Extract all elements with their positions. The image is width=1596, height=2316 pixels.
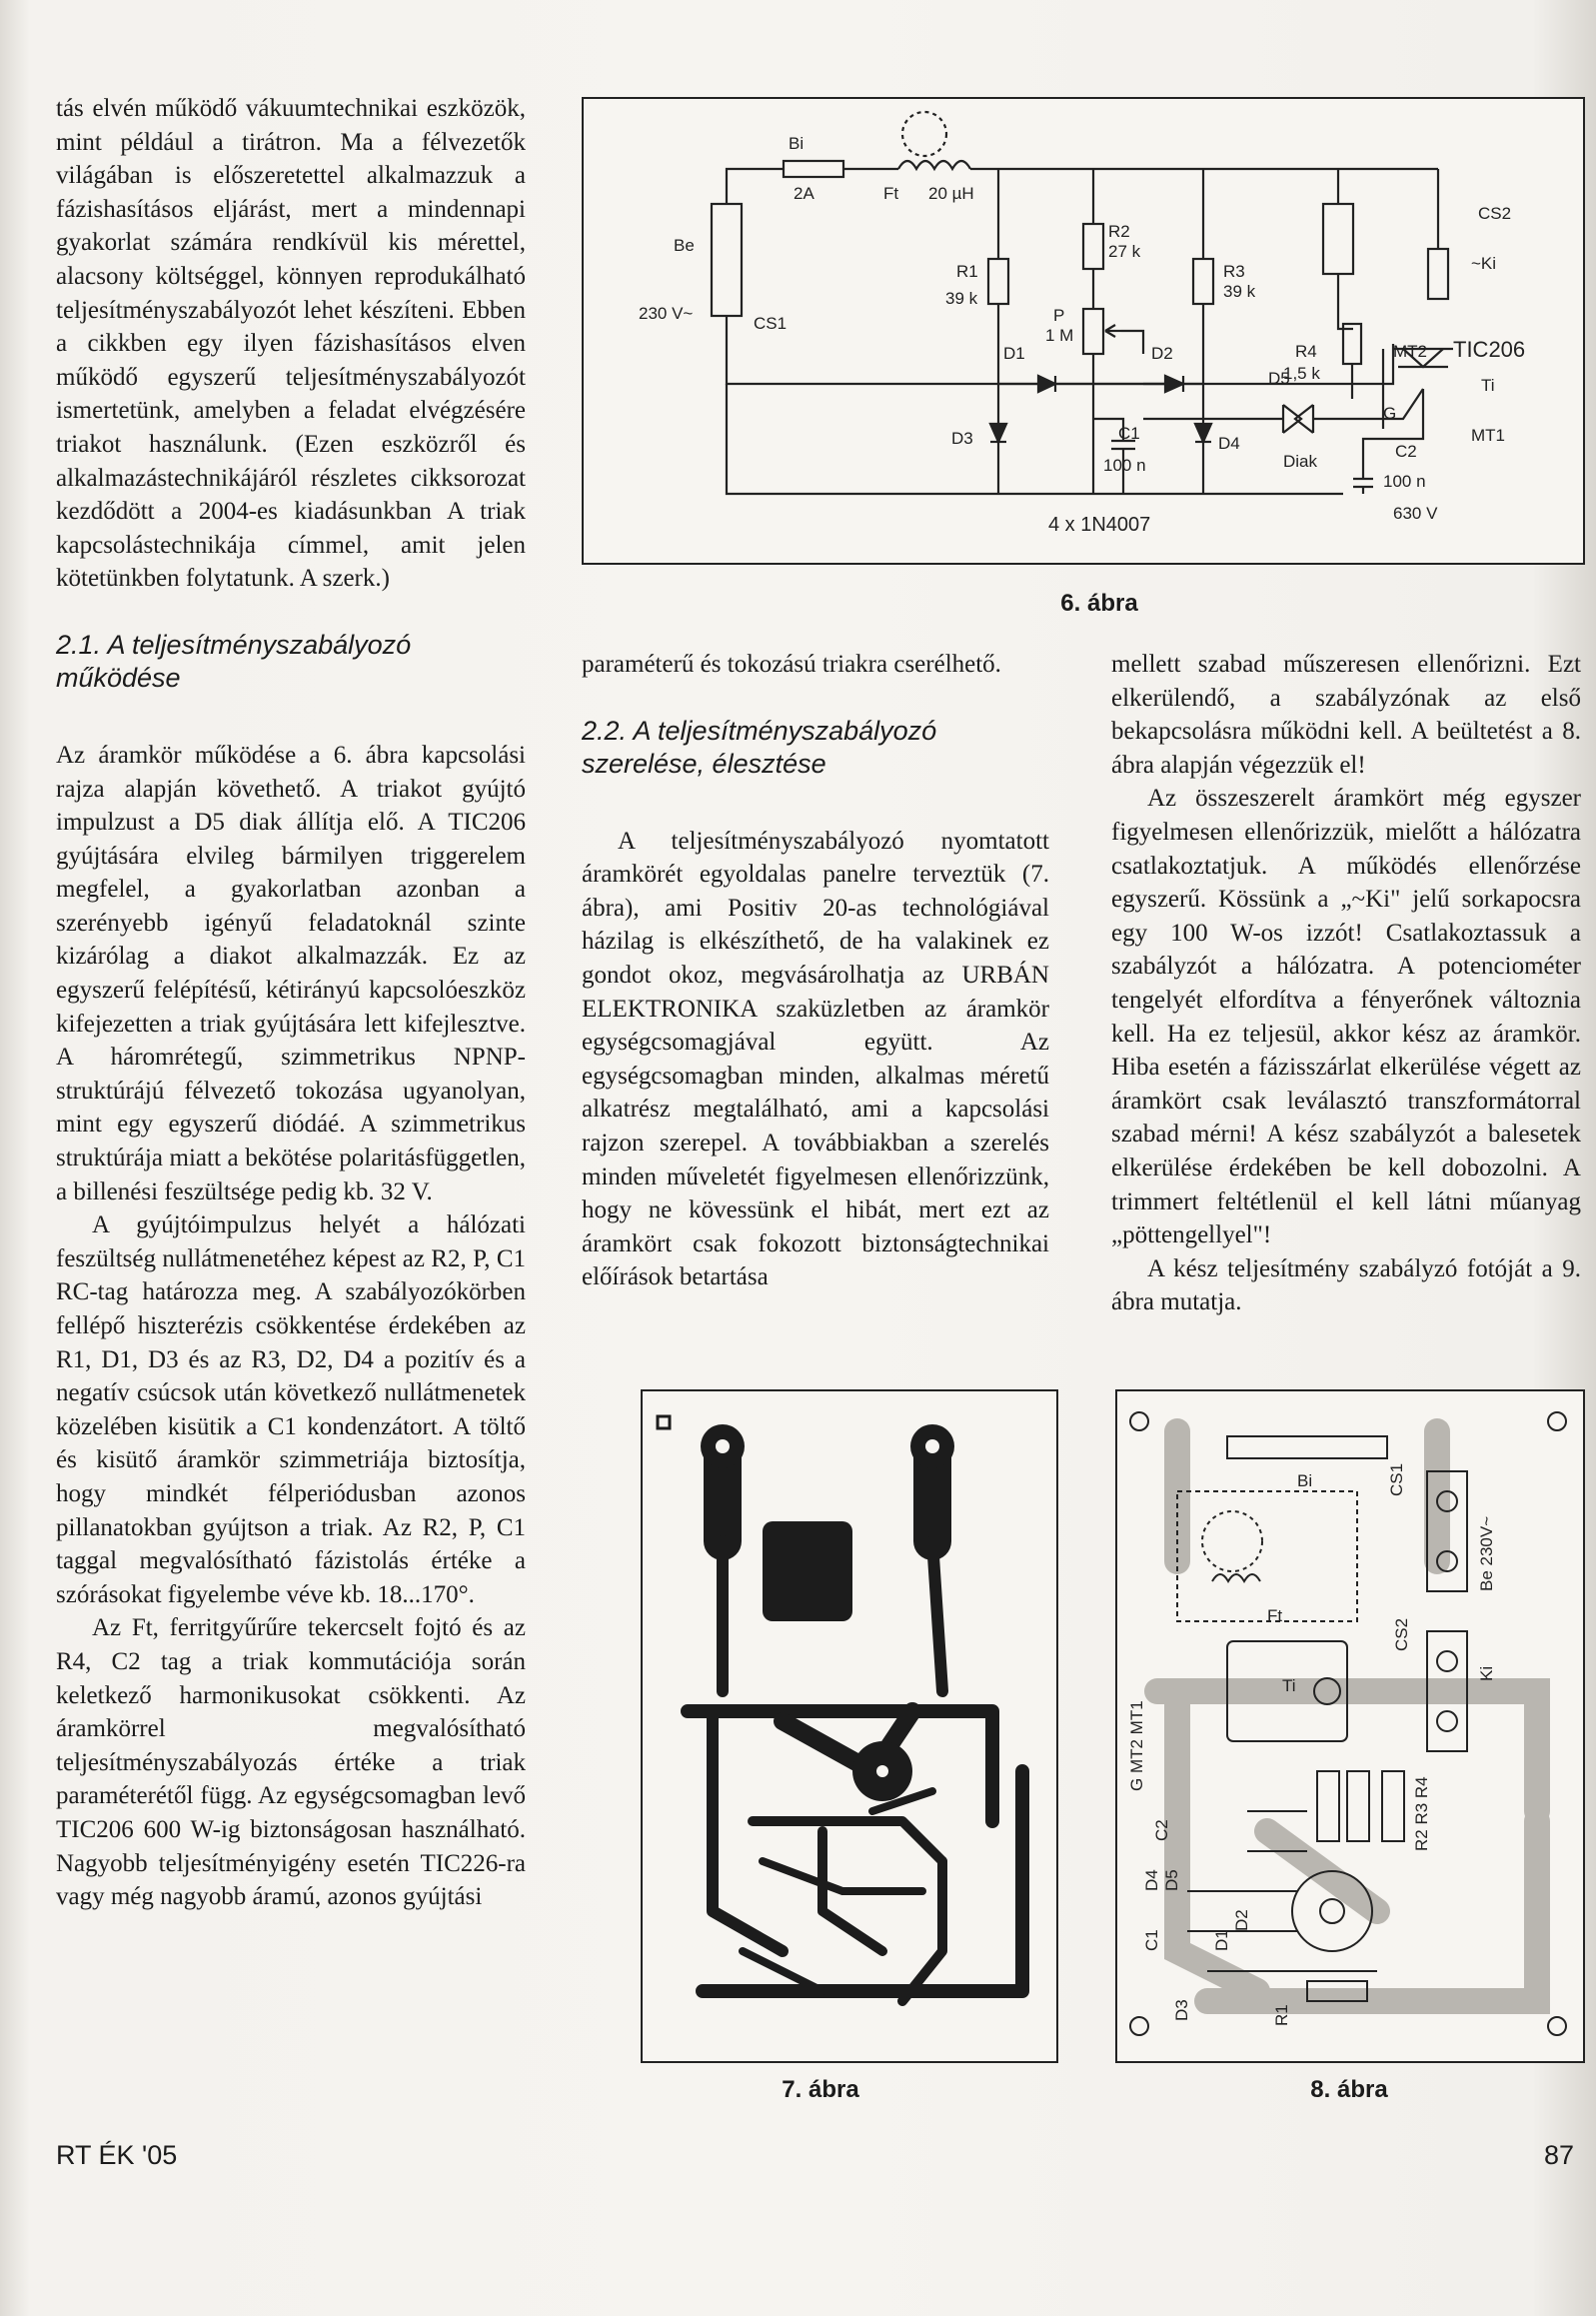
section-heading: 2.2. A teljesítményszabályozó szerelése, élesztése [582, 715, 937, 779]
label-tic206: TIC206 [1453, 337, 1526, 362]
label-r4-value: 1,5 k [1283, 364, 1320, 383]
label-cs2: CS2 [1478, 204, 1512, 223]
label-g: G [1383, 404, 1397, 423]
label-r1-value: 39 k [945, 289, 978, 308]
label-d2: D2 [1232, 1909, 1251, 1931]
paragraph: Az Ft, ferritgyűrűre tekercselt fojtó és az R4, C2 tag a triak kommutációja során keletkező harmonikusokat csökkenti. Az áramkörrel megvalósítható teljesítményszabályozás értéke a triak paraméterétől függ. Az egységcsomagban levő TIC206 600 W-ig biztonságosan használható. Nagyobb teljesítményigény esetén TIC226-ra vagy még nagyobb áramú, azonos gyújtási [56, 1614, 526, 1911]
paragraph: Az összeszerelt áramkört még egyszer figyelmesen ellenőrizzük, mielőtt a hálózatra csatlakoztatjuk. A működés ellenőrzése egyszerű. Kössünk a „~Ki" jelű sorkapocsra egy 100 W-os izzót! Csatlakoztassuk a szabályzót a hálózatra. A potenciométer tengelyét elfordítva a fényerőnek változnia kell. Ha ez teljesül, akkor kész az áramkör. Hiba esetén a fázisszárlat elkerülése végett az áramkört csak leválasztó transzformátorral szabad mérni! A kész szabályzót a balesetek elkerülése érdekében be kell dobozolni. A trimmert feltétlenül el kell látni műanyag „pöttengellyel"! [1111, 785, 1581, 1249]
text-column-middle [582, 648, 1049, 1294]
label-r1: R1 [956, 262, 978, 281]
label-ki: ~Ki [1471, 254, 1497, 273]
page-number: 87 [1544, 2140, 1575, 2170]
label-cs2: CS2 [1392, 1617, 1411, 1651]
label-d3: D3 [951, 429, 973, 448]
label-r3: R3 [1223, 262, 1245, 281]
label-be-230v: Be 230V~ [1477, 1515, 1496, 1591]
magazine-footer: RT ÉK '05 [56, 2140, 178, 2170]
paragraph: A teljesítményszabályozó nyomtatott áramkörét egyoldalas panelre terveztük (7. ábra), ami Positiv 20-as technológiával házilag is elkészíthető, de ha valakinek ez gondot okoz, megvásárolhatja az URBÁN ELEKTRONIKA szaküzletben az áramkör egységcsomagjával együtt. Az egységcsomagban minden, alkalmas méretű alkatrész megtalálható, ami a kapcsolási rajzon szerepel. A továbbiakban a szerelés minden műveletét figyelmesen ellenőrizzünk, hogy ne kövessünk el hibát, mert ezt az áramkört csak fokozott biztonságtechnikai előírások betartása [582, 827, 1049, 1291]
figure-caption: 6. ábra [1060, 590, 1138, 617]
label-cs1: CS1 [1387, 1462, 1406, 1496]
label-ft-value: 20 µH [928, 184, 974, 203]
pcb-layout [641, 1389, 1058, 2063]
label-r2-r3-r4: R2 R3 R4 [1412, 1776, 1431, 1851]
schematic-drawing [584, 99, 1583, 563]
label-c2-value: 100 n [1383, 472, 1426, 491]
label-ft: Ft [1267, 1606, 1283, 1625]
label-r4: R4 [1295, 342, 1317, 361]
label-c2: C2 [1152, 1819, 1171, 1841]
paragraph: A kész teljesítmény szabályzó fotóját a 9. ábra mutatja. [1111, 1254, 1581, 1316]
label-c1: C1 [1142, 1929, 1161, 1951]
label-d2: D2 [1151, 344, 1173, 363]
label-ti: Ti [1282, 1676, 1296, 1695]
label-cs1: CS1 [754, 314, 788, 333]
figure-caption: 7. ábra [782, 2076, 859, 2103]
text-column-right [1111, 648, 1581, 1319]
label-r1: R1 [1272, 2004, 1291, 2026]
label-diodes: 4 x 1N4007 [1048, 514, 1151, 536]
text-column-left [56, 92, 526, 1914]
label-d1: D1 [1003, 344, 1025, 363]
label-diak: Diak [1283, 452, 1318, 471]
section-heading: 2.1. A teljesítményszabályozó működése [56, 629, 412, 693]
label-c1-value: 100 n [1103, 456, 1146, 475]
paragraph: A gyújtóimpulzus helyét a hálózati feszültség nullátmenetéhez képest az R2, P, C1 RC-tag határozza meg. A szabályozókörben fellépő hiszterézis csökkentése érdekében az R1, D1, D3 és az R3, D2, D4 a pozitív és a negatív csúcsok után következő nullátmenetek közelében kisütik a C1 kondenzátort. A töltő és kisütő áramkör szimmetriája biztosítja, hogy mindkét félperiódusban azonos pillanatokban gyújtson a triak. Az R2, P, C1 taggal megvalósítható fázistolás értéke a szórásokat figyelembe véve kb. 18...170°. [56, 1211, 526, 1608]
label-ti: Ti [1481, 376, 1495, 395]
label-r2-value: 27 k [1108, 242, 1141, 261]
label-be: Be [674, 236, 695, 255]
label-d5: D5 [1268, 369, 1290, 388]
label-r2: R2 [1108, 222, 1130, 241]
label-c2: C2 [1395, 442, 1417, 461]
label-bi: Bi [1297, 1471, 1313, 1490]
component-layout [1115, 1389, 1585, 2063]
label-ki: Ki [1477, 1665, 1496, 1681]
figure-caption: 8. ábra [1310, 2076, 1388, 2103]
label-mt1: MT1 [1471, 426, 1505, 445]
paragraph: paraméterű és tokozású triakra cserélhető. [582, 651, 1001, 678]
label-mt2: MT2 [1393, 342, 1427, 361]
label-g-mt2-mt1: G MT2 MT1 [1127, 1700, 1146, 1791]
label-d3: D3 [1172, 1999, 1191, 2021]
label-ft: Ft [883, 184, 899, 203]
label-c2-voltage: 630 V [1393, 504, 1438, 523]
label-230v: 230 V~ [639, 304, 694, 323]
paragraph: mellett szabad műszeresen ellenőrizni. Ezt elkerülendő, a szabályzónak az első bekapcsolásra működni kell. A beültetést a 8. ábra alapján végezzük el! [1111, 651, 1581, 779]
paragraph: Az áramkör működése a 6. ábra kapcsolási rajza alapján követhető. A triakot gyújtó impulzust a D5 diak állítja elő. A TIC206 gyújtására elvileg bármilyen triggerelem megfelel, a gyakorlatban azonban a szerényebb igényű feladatoknál szinte kizárólag a diakot alkalmazzák. Ez az egyszerű felépítésű, kétirányú kapcsolóeszköz kifejezetten a triak gyújtására lett kifejlesztve. A háromrétegű, szimmetrikus NPNP-struktúrájú félvezető tokozása ugyanolyan, mint egy egyszerű diódáé. A szimmetrikus struktúrája miatt a bekötése polaritásfüggetlen, a billenési feszültsége pedig kb. 32 V. [56, 741, 526, 1205]
label-d4: D4 [1142, 1869, 1161, 1891]
label-p-value: 1 M [1045, 326, 1074, 345]
pcb-traces [643, 1391, 1056, 2061]
label-d4: D4 [1218, 434, 1240, 453]
label-c1: C1 [1118, 424, 1140, 443]
label-d1: D1 [1212, 1929, 1231, 1951]
paragraph: tás elvén működő vákuumtechnikai eszközök, mint például a tirátron. Ma a félvezetők világában is előszeretettel alkalmazzuk a fázishasításos eljárást, mert a mindennapi gyakorlat számára rendkívül kis mérettel, alacsony költséggel, könnyen reprodukálható teljesítményszabályozót lehet készíteni. Ebben a cikkben egy ilyen fázishasításos elven működő egyszerű teljesítményszabályozót ismertetünk, amelyben a feladat elvégzésére triakot használunk. (Ezen eszközről és alkalmazástechnikájáról részletes cikksorozat kezdődött a 2004-es kiadásunkban A triak kapcsolástechnikája címmel, amit jelen kötetünkben folytatunk. A szerk.) [56, 95, 526, 593]
component-placement [1117, 1391, 1583, 2061]
label-d5: D5 [1162, 1869, 1181, 1891]
label-r3-value: 39 k [1223, 282, 1256, 301]
label-bi-value: 2A [794, 184, 814, 203]
circuit-schematic [582, 97, 1585, 565]
label-p: P [1053, 306, 1065, 325]
label-bi: Bi [789, 134, 804, 153]
